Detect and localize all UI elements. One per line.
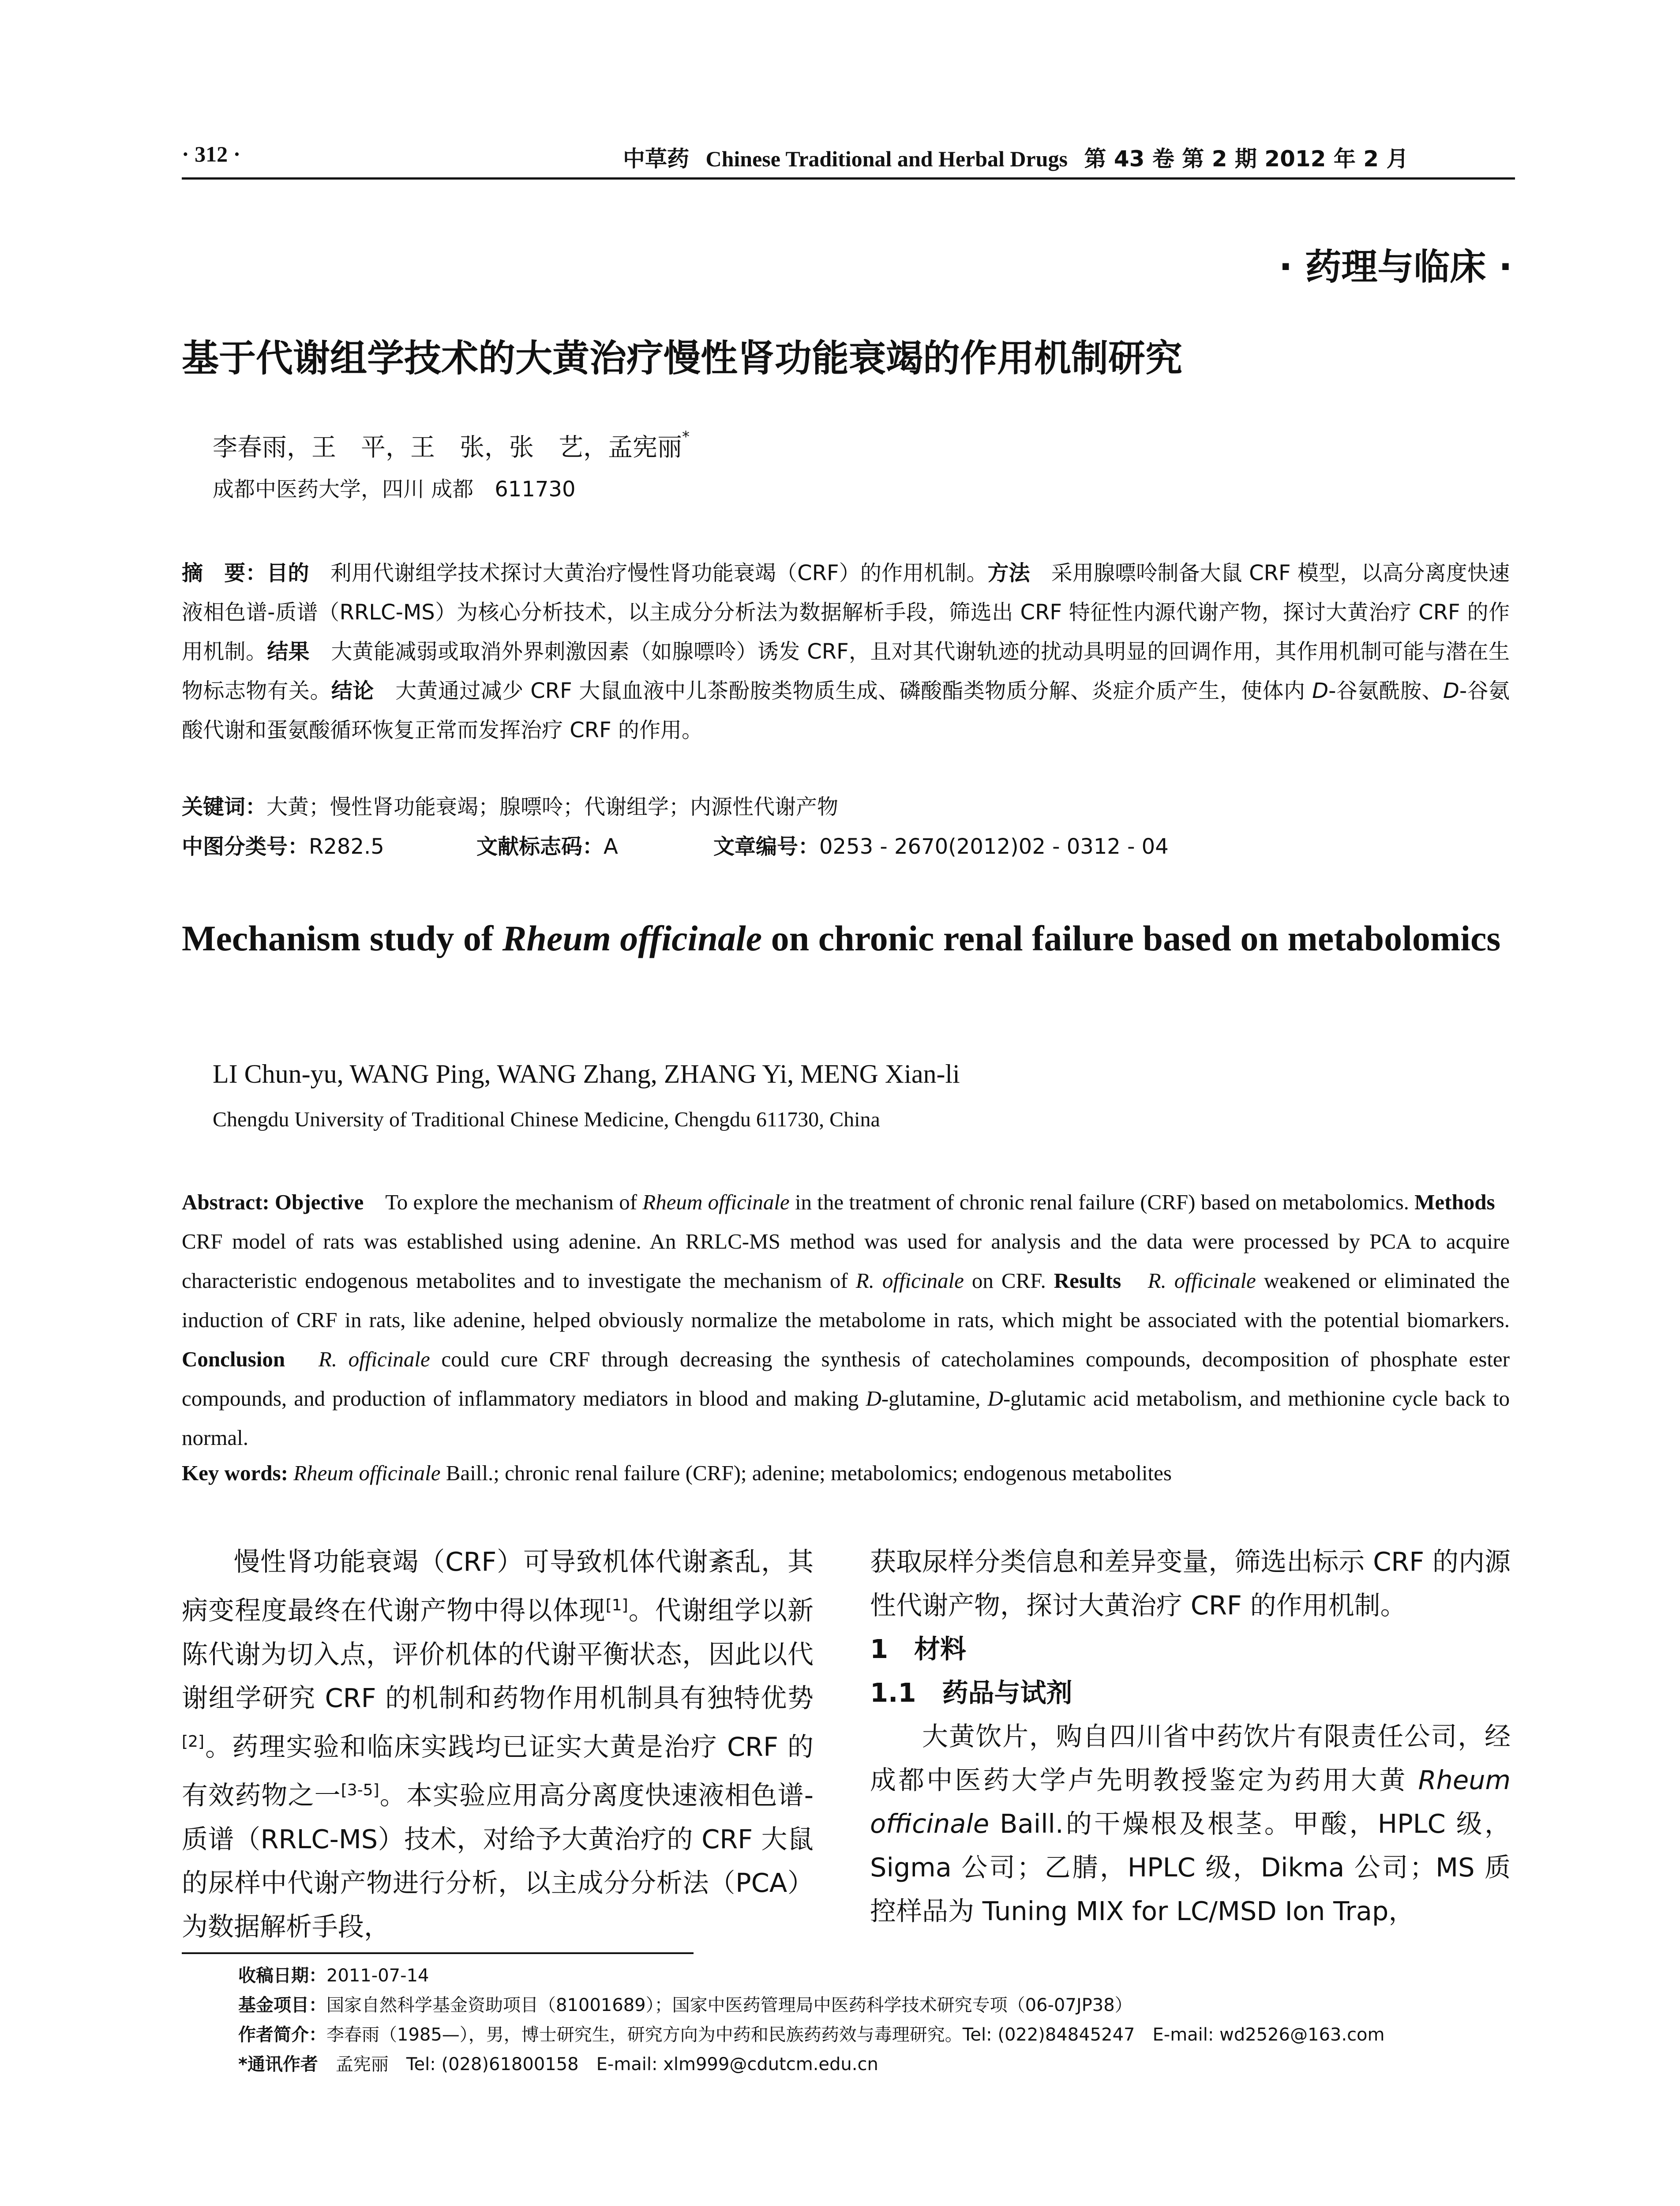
- intro-text-d: 。本实验应用高分离度快速液相色谱-质谱（RRLC-MS）技术，对给予大黄治疗的 CRF 大鼠的尿样中代谢产物进行分析，以主成分分析法（PCA）为数据解析手段，: [182, 1780, 814, 1942]
- affiliation-en: Chengdu University of Traditional Chinese Medicine, Chengdu 611730, China: [213, 1108, 880, 1131]
- conclusion-en-b: -glutamine,: [881, 1386, 988, 1411]
- clc-label: 中图分类号：: [182, 834, 309, 859]
- materials-text-a: 大黄饮片，购自四川省中药饮片有限责任公司，经成都中医药大学卢先明教授鉴定为药用大黄: [870, 1721, 1511, 1795]
- intro-text-c: 。药理实验和临床实践均已证实大黄是治疗 CRF 的有效药物之一: [182, 1731, 814, 1811]
- results-cn: 大黄能减弱或取消外界刺激因素（如腺嘌呤）诱发 CRF，且对其代谢轨迹的扰动具明显的回调作用，其作用机制可能与潜在生物标志物有关。: [182, 639, 1510, 703]
- authors-cn: [213, 428, 690, 463]
- journal-name-cn: 中草药: [623, 146, 689, 172]
- d-prefix: D: [1443, 679, 1459, 703]
- corresponding-label: *通讯作者: [238, 2054, 318, 2075]
- conclusion-label-en: Conclusion: [182, 1347, 285, 1371]
- paper-title-cn: 基于代谢组学技术的大黄治疗慢性肾功能衰竭的作用机制研究: [182, 337, 1183, 380]
- keywords-en-text: Baill.; chronic renal failure (CRF); adenine; metabolomics; endogenous metabolites: [440, 1461, 1172, 1485]
- results-en: weakened or eliminated the induction of CRF in rats, like adenine, helped obviously normalize the metabolome in rats, which might be associated with the potential biomarkers.: [182, 1268, 1510, 1332]
- journal-info: [623, 141, 1408, 173]
- d-prefix: D: [866, 1386, 881, 1411]
- footnote-corresponding: [238, 2050, 1385, 2079]
- methods-cn: 采用腺嘌呤制备大鼠 CRF 模型，以高分离度快速液相色谱-质谱（RRLC-MS）为核心分析技术，以主成分分析法为数据解析手段，筛选出 CRF 特征性内源代谢产物，探讨大黄治疗 CRF 的作用机制。: [182, 561, 1510, 664]
- title-en-part2: on chronic renal failure based on metabolomics: [762, 918, 1501, 958]
- keywords-en-label: Key words:: [182, 1461, 288, 1485]
- abstract-en: [182, 1182, 1517, 1457]
- species-name: Rheum officinale: [870, 1765, 1511, 1839]
- page-number: · 312 ·: [182, 142, 241, 166]
- citation: [2]: [182, 1732, 204, 1751]
- footnote-author: [238, 2020, 1385, 2050]
- doc-code: [476, 829, 618, 860]
- author-text: 李春雨（1985—），男，博士研究生，研究方向为中药和民族药药效与毒理研究。Tel: (022)84845247 E-mail: wd2526@163.com: [326, 2025, 1385, 2045]
- author-names-cn: 李春雨，王 平，王 张，张 艺，孟宪丽: [213, 433, 682, 462]
- species-name: Rheum officinale: [642, 1190, 790, 1214]
- paper-title-en: [182, 913, 1510, 964]
- species-name: Rheum officinale: [288, 1461, 441, 1485]
- conclusion-en-c: -glutamic acid metabolism, and methionine cycle back to normal.: [182, 1386, 1510, 1450]
- title-en-part1: Mechanism study of: [182, 918, 502, 958]
- intro-text-a: 慢性肾功能衰竭（CRF）可导致机体代谢紊乱，其病变程度最终在代谢产物中得以体现: [182, 1546, 814, 1626]
- conclusion-cn-c: -谷氨酸代谢和蛋氨酸循环恢复正常而发挥治疗 CRF 的作用。: [182, 679, 1510, 743]
- d-prefix: D: [1312, 679, 1329, 703]
- running-header: [182, 141, 1514, 176]
- materials-text-b: Baill.的干燥根及根茎。甲酸，HPLC 级，Sigma 公司；乙腈，HPLC 级，Dikma 公司；MS 质控样品为 Tuning MIX for LC/MSD Ion Trap，: [870, 1808, 1511, 1926]
- classification-line: [182, 829, 1510, 860]
- section-heading-materials: 1 材料: [870, 1634, 967, 1664]
- footnote-rule: [182, 1952, 694, 1954]
- author-label: 作者简介：: [238, 2025, 326, 2045]
- clc-code: [182, 829, 384, 860]
- objective-cn: 利用代谢组学技术探讨大黄治疗慢性肾功能衰竭（CRF）的作用机制。: [309, 561, 988, 585]
- methods-en-b: on CRF.: [964, 1268, 1054, 1293]
- species-name: R. officinale: [855, 1268, 964, 1293]
- subsection-heading-drugs: 1.1 药品与试剂: [870, 1677, 1072, 1708]
- header-rule: [182, 177, 1515, 180]
- doc-value: A: [604, 834, 618, 859]
- received-date: 2011-07-14: [326, 1966, 429, 1986]
- body-column-left: [182, 1540, 814, 1948]
- species-name: R. officinale: [285, 1347, 430, 1371]
- objective-label-cn: 目的: [266, 561, 309, 585]
- objective-en-a: To explore the mechanism of: [364, 1190, 643, 1214]
- footnote-fund: [238, 1991, 1385, 2020]
- citation: [1]: [605, 1596, 628, 1614]
- fund-label: 基金项目：: [238, 1995, 326, 2015]
- d-prefix: D: [987, 1386, 1003, 1411]
- conclusion-cn-b: -谷氨酰胺、: [1328, 679, 1443, 703]
- abstract-cn-label: 摘 要：: [182, 561, 267, 585]
- intro-text-b: 。代谢组学以新陈代谢为切入点，评价机体的代谢平衡状态，因此以代谢组学研究 CRF 的机制和药物作用机制具有独特优势: [182, 1595, 814, 1713]
- objective-en-b: in the treatment of chronic renal failure (CRF) based on metabolomics.: [789, 1190, 1415, 1214]
- corresponding-mark: *: [682, 428, 690, 446]
- received-label: 收稿日期：: [238, 1966, 326, 1986]
- methods-label-en: Methods: [1414, 1190, 1495, 1214]
- article-label: 文章编号：: [713, 834, 820, 859]
- keywords-cn: [182, 790, 838, 820]
- methods-label-cn: 方法: [987, 561, 1030, 585]
- materials-paragraph: [870, 1715, 1511, 1933]
- article-value: 0253 - 2670(2012)02 - 0312 - 04: [819, 834, 1169, 859]
- results-label-en: Results: [1054, 1268, 1121, 1293]
- abstract-cn: [182, 554, 1510, 750]
- body-column-right: [870, 1540, 1511, 1933]
- title-en-species: Rheum officinale: [502, 918, 762, 958]
- affiliation-cn: 成都中医药大学，四川 成都 611730: [213, 477, 576, 502]
- section-label: · 药理与临床 ·: [1279, 246, 1512, 288]
- footnotes: [238, 1961, 1385, 2079]
- intro-paragraph: [182, 1540, 814, 1948]
- abstract-en-label: Abstract: Objective: [182, 1190, 364, 1214]
- journal-name-en: Chinese Traditional and Herbal Drugs: [705, 146, 1068, 171]
- keywords-cn-text: 大黄；慢性肾功能衰竭；腺嘌呤；代谢组学；内源性代谢产物: [266, 795, 839, 819]
- intro-continuation: 获取尿样分类信息和差异变量，筛选出标示 CRF 的内源性代谢产物，探讨大黄治疗 CRF 的作用机制。: [870, 1546, 1511, 1621]
- clc-value: R282.5: [309, 834, 384, 859]
- footnote-received: [238, 1961, 1385, 1991]
- citation: [3-5]: [341, 1781, 379, 1800]
- article-code: [713, 829, 1169, 860]
- keywords-cn-label: 关键词：: [182, 795, 267, 819]
- species-name: R. officinale: [1121, 1268, 1256, 1293]
- keywords-en: [182, 1460, 1172, 1486]
- journal-issue: 第 43 卷 第 2 期 2012 年 2 月: [1084, 146, 1409, 172]
- authors-en: LI Chun-yu, WANG Ping, WANG Zhang, ZHANG Yi, MENG Xian-li: [213, 1059, 960, 1088]
- conclusion-label-cn: 结论: [331, 679, 374, 703]
- conclusion-cn-a: 大黄通过减少 CRF 大鼠血液中儿茶酚胺类物质生成、磷酸酯类物质分解、炎症介质产生，使体内: [374, 679, 1312, 703]
- results-label-cn: 结果: [267, 639, 310, 664]
- doc-label: 文献标志码：: [476, 834, 604, 859]
- corresponding-text: 孟宪丽 Tel: (028)61800158 E-mail: xlm999@cdutcm.edu.cn: [318, 2054, 878, 2075]
- fund-text: 国家自然科学基金资助项目（81001689）；国家中医药管理局中医药科学技术研究专项（06-07JP38）: [326, 1995, 1132, 2015]
- conclusion-en-a: could cure CRF through decreasing the synthesis of catecholamines compounds, decomposition of phosphate ester compounds, and production of inflammatory mediators in blood and making: [182, 1347, 1510, 1411]
- methods-en-a: CRF model of rats was established using adenine. An RRLC-MS method was used for analysis and the data were processed by PCA to acquire characteristic endogenous metabolites and to investigate the mechanism of: [182, 1190, 1517, 1293]
